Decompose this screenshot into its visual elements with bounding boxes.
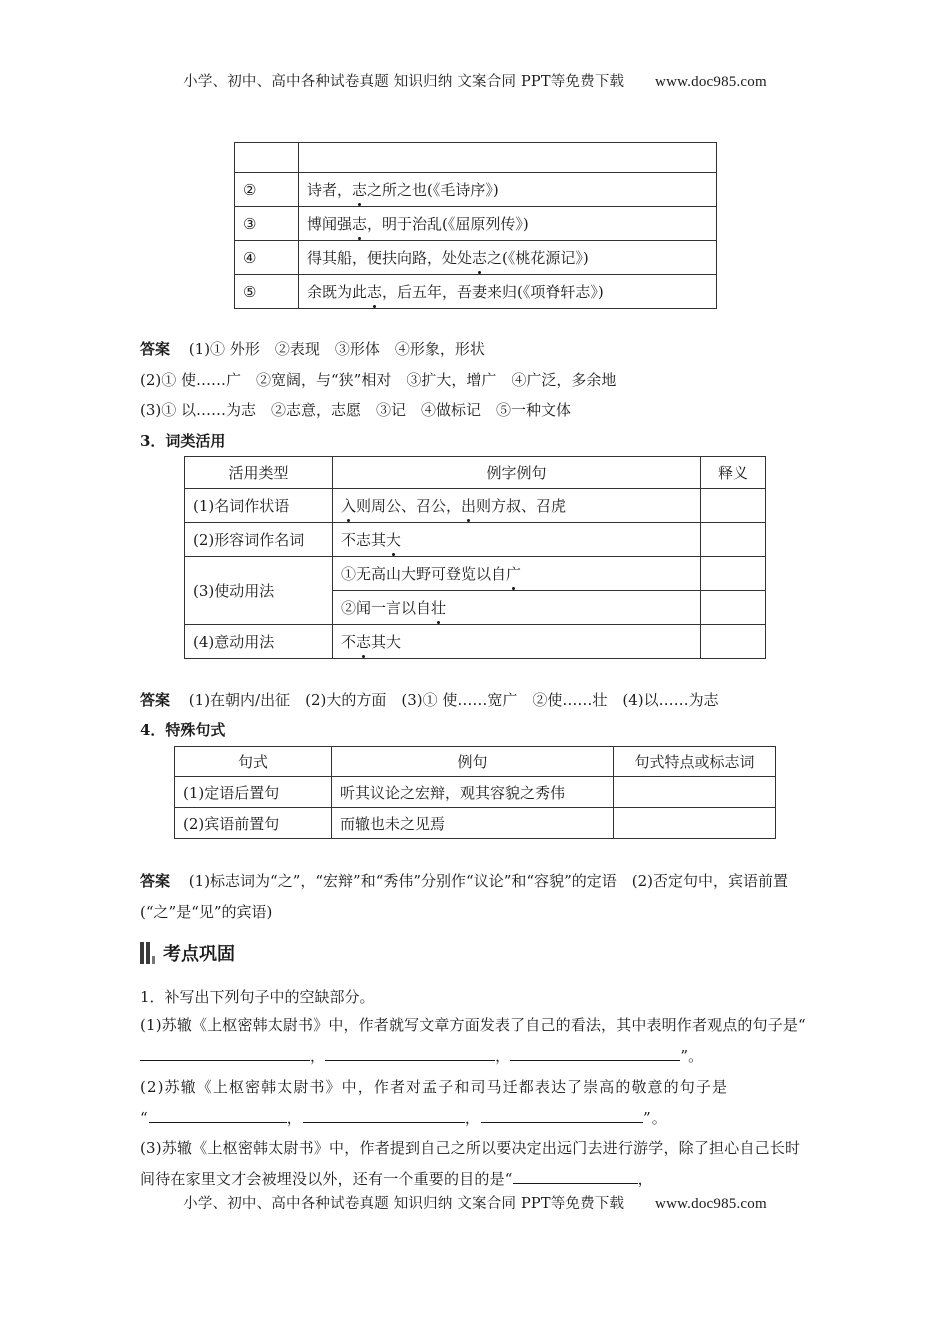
table-row (175, 777, 776, 808)
question-1: (1)苏辙《上枢密韩太尉书》中，作者就写文章方面发表了自己的看法，其中表明作者观点的句子是“， ， ”。 (140, 1016, 806, 1065)
section-title: 考点巩固 (163, 944, 235, 965)
section-title-bar (140, 938, 235, 968)
meaning-cell (701, 591, 766, 625)
example-sentence: 不志其大 (333, 523, 701, 557)
answer-blank[interactable] (325, 1046, 495, 1061)
meaning-cell (701, 523, 766, 557)
meaning-table (234, 142, 717, 309)
row-number: ② (235, 173, 299, 207)
usage-type: (3)使动用法 (185, 557, 333, 625)
column-header: 例句 (332, 747, 614, 777)
answer-line: (3)① 以……为志 ②志意，志愿 ③记 ④做标记 ⑤一种文体 (140, 401, 572, 419)
sentence-pattern-table (174, 746, 776, 839)
meaning-cell (701, 557, 766, 591)
table-row (235, 241, 717, 275)
answer-line: (2)① 使……广 ②宽阔，与“狭”相对 ③扩大，增广 ④广泛，多余地 (140, 371, 617, 389)
section-bar-icon (140, 942, 155, 964)
answer-line: 答案 (1)在朝内/出征 (2)大的方面 (3)① 使……宽广 ②使……壮 (4)以……为志 (140, 691, 719, 709)
table-row (235, 275, 717, 309)
example-sentence: ②闻一言以自壮 (333, 591, 701, 625)
row-number: ⑤ (235, 275, 299, 309)
header-text: 小学、初中、高中各种试卷真题 知识归纳 文案合同 PPT等免费下载 (183, 74, 625, 90)
pattern-type: (1)定语后置句 (175, 777, 332, 808)
example-sentence: 余既为此志，后五年，吾妻来归(《项脊轩志》) (299, 275, 717, 309)
feature-cell (614, 777, 776, 808)
meaning-cell (701, 625, 766, 659)
question-3: (3)苏辙《上枢密韩太尉书》中，作者提到自己之所以要决定出远门去进行游学，除了担心自己长时间待在家里文才会被埋没以外，还有一个重要的目的是“ ， (140, 1139, 801, 1188)
column-header: 句式特点或标志词 (614, 747, 776, 777)
table-row (175, 808, 776, 839)
header-url[interactable]: www.doc985.com (655, 74, 767, 90)
row-number: ④ (235, 241, 299, 275)
word-usage-table (184, 456, 766, 659)
answer-label: 答案 (140, 872, 171, 890)
answer-blank[interactable] (140, 1046, 310, 1061)
answer-paragraph: 答案 (1)标志词为“之”，“宏辩”和“秀伟”分别作“议论”和“容貌”的定语 (2)否定句中，宾语前置(“之”是“见”的宾语) (140, 872, 788, 921)
example-sentence: 不志其大 (333, 625, 701, 659)
example-sentence: 博闻强志，明于治乱(《屈原列传》) (299, 207, 717, 241)
answer-blank[interactable] (513, 1169, 638, 1184)
example-sentence: 诗者，志之所之也(《毛诗序》) (299, 173, 717, 207)
pattern-type: (2)宾语前置句 (175, 808, 332, 839)
table-row (185, 557, 766, 591)
column-header: 活用类型 (185, 457, 333, 489)
table-row (185, 489, 766, 523)
example-sentence: 得其船，便扶向路，处处志之(《桃花源记》) (299, 241, 717, 275)
table-row (235, 173, 717, 207)
answer-blank[interactable] (303, 1108, 465, 1123)
usage-type: (1)名词作状语 (185, 489, 333, 523)
page-footer (0, 1192, 950, 1213)
table-row (235, 207, 717, 241)
footer-url[interactable]: www.doc985.com (655, 1196, 767, 1212)
answer-label: 答案 (140, 340, 171, 358)
column-header: 例字例句 (333, 457, 701, 489)
usage-type: (2)形容词作名词 (185, 523, 333, 557)
section-heading: 3．词类活用 (140, 432, 226, 450)
page-header (0, 70, 950, 91)
meaning-cell (701, 489, 766, 523)
question-intro: 1．补写出下列句子中的空缺部分。 (140, 988, 375, 1006)
usage-type: (4)意动用法 (185, 625, 333, 659)
question-2: (2)苏辙《上枢密韩太尉书》中，作者对孟子和司马迁都表达了崇高的敬意的句子是 “ ， ， ”。 (140, 1078, 729, 1127)
feature-cell (614, 808, 776, 839)
row-number: ③ (235, 207, 299, 241)
footer-text: 小学、初中、高中各种试卷真题 知识归纳 文案合同 PPT等免费下载 (183, 1196, 625, 1212)
example-sentence: 听其议论之宏辩，观其容貌之秀伟 (332, 777, 614, 808)
answer-label: 答案 (140, 691, 171, 709)
column-header: 句式 (175, 747, 332, 777)
table-cell (299, 143, 717, 173)
section-heading: 4．特殊句式 (140, 721, 226, 739)
table-row (185, 625, 766, 659)
example-sentence: 入则周公、召公，出则方叔、召虎 (333, 489, 701, 523)
answer-blank[interactable] (481, 1108, 643, 1123)
table-row (185, 523, 766, 557)
example-sentence: ①无高山大野可登览以自广 (333, 557, 701, 591)
answer-blank[interactable] (149, 1108, 287, 1123)
answer-blank[interactable] (510, 1046, 680, 1061)
column-header: 释义 (701, 457, 766, 489)
example-sentence: 而辙也未之见焉 (332, 808, 614, 839)
table-cell (235, 143, 299, 173)
answer-line: 答案 (1)① 外形 ②表现 ③形体 ④形象，形状 (140, 340, 485, 358)
